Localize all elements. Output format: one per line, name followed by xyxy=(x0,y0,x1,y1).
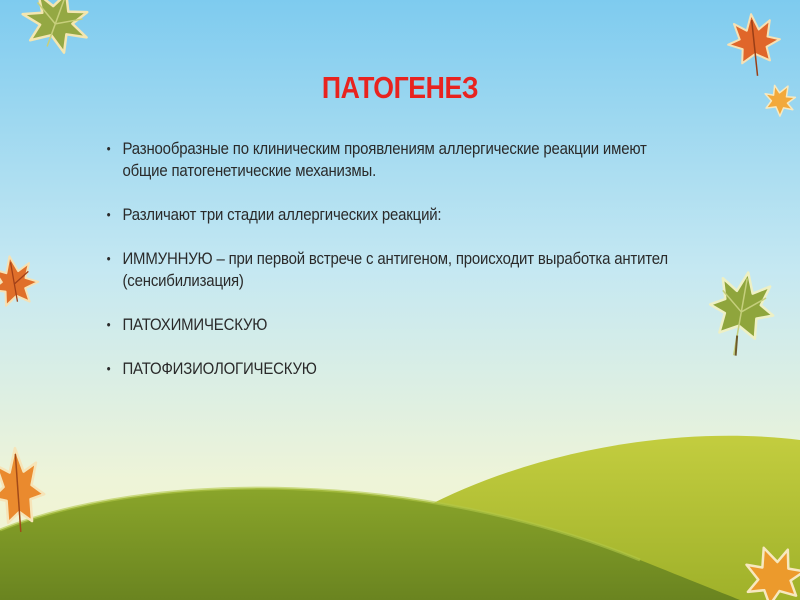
maple-leaf-icon xyxy=(762,80,798,120)
bullet-list xyxy=(104,138,704,402)
maple-leaf-icon xyxy=(0,440,46,540)
maple-leaf-icon xyxy=(706,262,776,362)
list-item: • Разнообразные по клиническим проявлениям аллергические реакции имеют общие патогенетические механизмы. xyxy=(104,138,686,182)
maple-leaf-icon xyxy=(738,540,800,600)
slide-title: ПАТОГЕНЕЗ xyxy=(321,70,479,105)
maple-leaf-icon xyxy=(4,0,104,60)
list-item: • ИММУННУЮ – при первой встрече с антигеном, происходит выработка антител (сенсибилизация) xyxy=(104,248,686,292)
list-item: • Различают три стадии аллергических реакций: xyxy=(104,204,686,226)
list-item: • ПАТОХИМИЧЕСКУЮ xyxy=(104,314,686,336)
maple-leaf-icon xyxy=(0,250,44,316)
list-item: • ПАТОФИЗИОЛОГИЧЕСКУЮ xyxy=(104,358,686,380)
